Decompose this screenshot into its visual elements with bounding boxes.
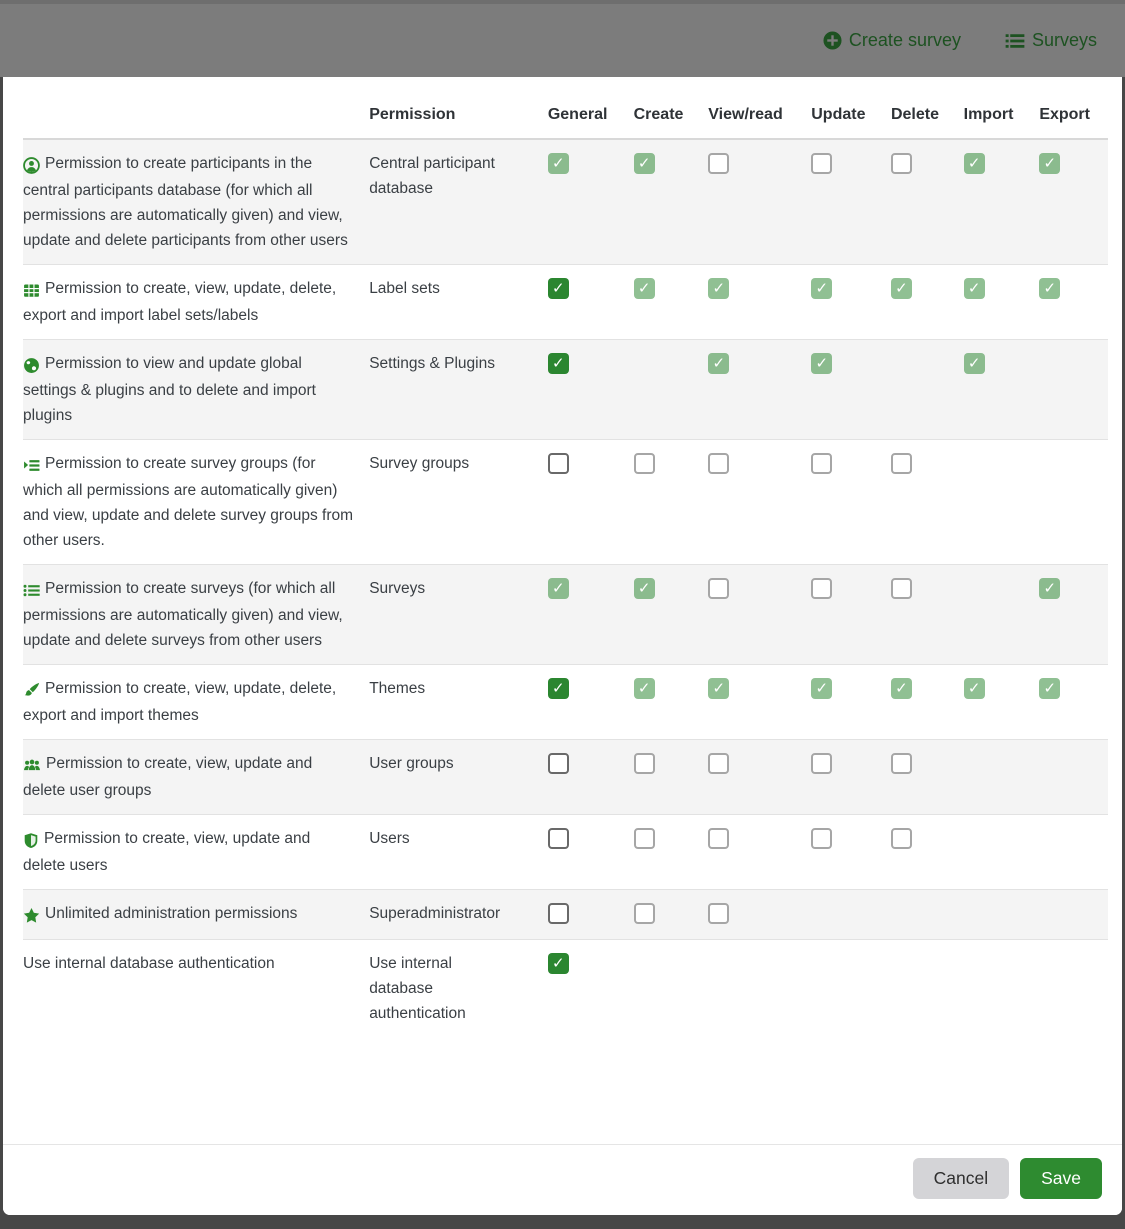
- checkbox-view-read[interactable]: [708, 153, 729, 174]
- permission-description-cell: [23, 740, 369, 815]
- checkbox-update[interactable]: [811, 828, 832, 849]
- checkbox-cell: [708, 340, 811, 440]
- checkbox-general[interactable]: [548, 578, 569, 599]
- checkbox-cell: [891, 440, 964, 565]
- checkbox-cell: [891, 665, 964, 740]
- checkbox-general[interactable]: [548, 753, 569, 774]
- checkbox-cell: [811, 890, 891, 940]
- permission-name: Superadministrator: [369, 905, 501, 922]
- permissions-table: [23, 90, 1108, 1037]
- checkbox-cell: [891, 940, 964, 1038]
- checkbox-cell: [634, 815, 709, 890]
- checkbox-cell: [811, 815, 891, 890]
- permission-name: Label sets: [369, 280, 440, 297]
- checkbox-update[interactable]: [811, 578, 832, 599]
- checkbox-cell: [548, 940, 634, 1038]
- checkbox-cell: [811, 265, 891, 340]
- survey-group-list-icon: [23, 453, 40, 478]
- permission-description: Permission to create, view, update, delete, export and import themes: [23, 680, 337, 724]
- checkbox-cell: [634, 340, 709, 440]
- checkbox-cell: [1039, 890, 1108, 940]
- checkbox-cell: [634, 890, 709, 940]
- checkbox-view-read[interactable]: [708, 353, 729, 374]
- checkbox-cell: [811, 740, 891, 815]
- checkbox-import[interactable]: [964, 678, 985, 699]
- checkbox-view-read[interactable]: [708, 678, 729, 699]
- checkbox-export[interactable]: [1039, 678, 1060, 699]
- list-icon: [1005, 31, 1025, 51]
- checkbox-cell: [891, 340, 964, 440]
- checkbox-cell: [811, 665, 891, 740]
- user-group-icon: [23, 753, 41, 778]
- checkbox-cell: [634, 565, 709, 665]
- checkbox-export[interactable]: [1039, 578, 1060, 599]
- modal-body: [3, 77, 1122, 1037]
- column-header-import: Import: [964, 90, 1040, 139]
- checkbox-cell: [891, 815, 964, 890]
- checkbox-cell: [548, 665, 634, 740]
- permission-name: Users: [369, 830, 410, 847]
- checkbox-update[interactable]: [811, 153, 832, 174]
- checkbox-general[interactable]: [548, 453, 569, 474]
- checkbox-cell: [964, 565, 1040, 665]
- checkbox-export[interactable]: [1039, 153, 1060, 174]
- checkbox-cell: [1039, 139, 1108, 265]
- table-row: [23, 340, 1108, 440]
- checkbox-import[interactable]: [964, 278, 985, 299]
- checkbox-cell: [634, 265, 709, 340]
- user-circle-icon: [23, 153, 40, 178]
- checkbox-create[interactable]: [634, 578, 655, 599]
- checkbox-cell: [634, 740, 709, 815]
- permission-name: Surveys: [369, 580, 426, 597]
- checkbox-cell: [708, 565, 811, 665]
- checkbox-cell: [964, 665, 1040, 740]
- table-row: [23, 139, 1108, 265]
- permissions-table-body: [23, 139, 1108, 1037]
- checkbox-cell: [548, 815, 634, 890]
- checkbox-view-read[interactable]: [708, 578, 729, 599]
- checkbox-cell: [708, 440, 811, 565]
- description-column-header: [23, 90, 369, 139]
- checkbox-cell: [891, 890, 964, 940]
- checkbox-create[interactable]: [634, 153, 655, 174]
- checkbox-cell: [548, 139, 634, 265]
- checkbox-cell: [708, 265, 811, 340]
- checkbox-cell: [891, 565, 964, 665]
- table-row: [23, 440, 1108, 565]
- checkbox-cell: [811, 440, 891, 565]
- permission-description: Permission to create surveys (for which all permissions are automatically given) and view, update and delete surveys from other users: [23, 580, 343, 649]
- save-button[interactable]: Save: [1020, 1158, 1102, 1199]
- permission-description-cell: [23, 890, 369, 940]
- permission-description: Use internal database authentication: [23, 955, 275, 972]
- checkbox-create[interactable]: [634, 753, 655, 774]
- checkbox-create[interactable]: [634, 278, 655, 299]
- table-row: [23, 940, 1108, 1038]
- permission-description: Permission to create, view, update and delete user groups: [23, 755, 313, 799]
- checkbox-cell: [811, 940, 891, 1038]
- checkbox-delete[interactable]: [891, 278, 912, 299]
- checkbox-cell: [634, 940, 709, 1038]
- checkbox-cell: [634, 665, 709, 740]
- checkbox-cell: [548, 440, 634, 565]
- permission-description-cell: [23, 815, 369, 890]
- globe-icon: [23, 353, 40, 378]
- page-topbar: [0, 0, 1125, 77]
- checkbox-cell: [891, 740, 964, 815]
- permission-description: Permission to create, view, update, delete, export and import label sets/labels: [23, 280, 337, 324]
- checkbox-cell: [708, 890, 811, 940]
- checkbox-general[interactable]: [548, 278, 569, 299]
- checkbox-cell: [548, 565, 634, 665]
- checkbox-cell: [548, 340, 634, 440]
- checkbox-cell: [708, 740, 811, 815]
- surveys-label: Surveys: [1031, 30, 1097, 50]
- checkbox-import[interactable]: [964, 153, 985, 174]
- column-header-export: Export: [1039, 90, 1108, 139]
- permission-description-cell: [23, 440, 369, 565]
- permission-name: Settings & Plugins: [369, 355, 495, 372]
- checkbox-cell: [548, 265, 634, 340]
- checkbox-cell: [708, 139, 811, 265]
- checkbox-view-read[interactable]: [708, 278, 729, 299]
- permission-description-cell: [23, 665, 369, 740]
- checkbox-cell: [1039, 815, 1108, 890]
- checkbox-cell: [891, 139, 964, 265]
- permission-description: Unlimited administration permissions: [45, 905, 298, 922]
- checkbox-update[interactable]: [811, 678, 832, 699]
- permissions-modal: [3, 77, 1122, 1215]
- checkbox-cell: [964, 440, 1040, 565]
- permission-name: User groups: [369, 755, 454, 772]
- permission-name: Central participant database: [369, 155, 495, 197]
- permission-description-cell: [23, 940, 369, 1038]
- create-survey-link[interactable]: [823, 30, 961, 51]
- checkbox-delete[interactable]: [891, 678, 912, 699]
- checkbox-cell: [964, 815, 1040, 890]
- checkbox-general[interactable]: [548, 903, 569, 924]
- modal-footer: [3, 1144, 1122, 1215]
- checkbox-cell: [964, 890, 1040, 940]
- permission-name: Survey groups: [369, 455, 470, 472]
- checkbox-cell: [811, 340, 891, 440]
- column-header-delete: Delete: [891, 90, 964, 139]
- table-row: [23, 890, 1108, 940]
- permission-description: Permission to create participants in the central participants database (for which all permissions are automatically given) and view, update and delete participants from other users: [23, 155, 348, 249]
- permission-description-cell: [23, 265, 369, 340]
- checkbox-delete[interactable]: [891, 828, 912, 849]
- column-header-view-read: View/read: [708, 90, 811, 139]
- checkbox-view-read[interactable]: [708, 903, 729, 924]
- table-row: [23, 265, 1108, 340]
- checkbox-view-read[interactable]: [708, 453, 729, 474]
- paintbrush-icon: [23, 678, 40, 703]
- permission-name: Themes: [369, 680, 426, 697]
- checkbox-delete[interactable]: [891, 453, 912, 474]
- label-grid-icon: [23, 278, 40, 303]
- permission-description: Permission to create survey groups (for which all permissions are automatically given) and view, update and delete survey groups from other users.: [23, 455, 354, 549]
- checkbox-general[interactable]: [548, 953, 569, 974]
- checkbox-cell: [1039, 740, 1108, 815]
- checkbox-cell: [964, 940, 1040, 1038]
- column-header-update: Update: [811, 90, 891, 139]
- cancel-button[interactable]: Cancel: [913, 1158, 1009, 1199]
- column-header-create: Create: [634, 90, 709, 139]
- permission-description: Permission to view and update global settings & plugins and to delete and import plugins: [23, 355, 316, 424]
- checkbox-general[interactable]: [548, 153, 569, 174]
- checkbox-cell: [964, 139, 1040, 265]
- create-survey-label: Create survey: [848, 30, 961, 50]
- list-icon: [23, 578, 40, 603]
- checkbox-update[interactable]: [811, 278, 832, 299]
- checkbox-cell: [548, 890, 634, 940]
- checkbox-update[interactable]: [811, 353, 832, 374]
- checkbox-create[interactable]: [634, 903, 655, 924]
- checkbox-cell: [811, 139, 891, 265]
- permission-name: Use internal database authentication: [369, 955, 466, 1022]
- checkbox-cell: [1039, 440, 1108, 565]
- checkbox-cell: [1039, 265, 1108, 340]
- table-header-row: [23, 90, 1108, 139]
- checkbox-view-read[interactable]: [708, 828, 729, 849]
- checkbox-cell: [634, 139, 709, 265]
- checkbox-update[interactable]: [811, 753, 832, 774]
- checkbox-general[interactable]: [548, 828, 569, 849]
- permission-description: Permission to create, view, update and delete users: [23, 830, 311, 874]
- checkbox-create[interactable]: [634, 678, 655, 699]
- checkbox-cell: [891, 265, 964, 340]
- checkbox-cell: [1039, 565, 1108, 665]
- permission-description-cell: [23, 340, 369, 440]
- checkbox-cell: [708, 815, 811, 890]
- checkbox-delete[interactable]: [891, 753, 912, 774]
- checkbox-cell: [708, 665, 811, 740]
- checkbox-export[interactable]: [1039, 278, 1060, 299]
- checkbox-create[interactable]: [634, 453, 655, 474]
- plus-circle-icon: [823, 31, 842, 50]
- table-row: [23, 740, 1108, 815]
- star-icon: [23, 903, 40, 928]
- checkbox-cell: [634, 440, 709, 565]
- checkbox-cell: [811, 565, 891, 665]
- checkbox-cell: [1039, 665, 1108, 740]
- checkbox-cell: [964, 265, 1040, 340]
- surveys-link[interactable]: [1005, 30, 1097, 51]
- permission-description-cell: [23, 139, 369, 265]
- checkbox-cell: [1039, 940, 1108, 1038]
- checkbox-general[interactable]: [548, 678, 569, 699]
- shield-icon: [23, 828, 39, 853]
- checkbox-view-read[interactable]: [708, 753, 729, 774]
- checkbox-import[interactable]: [964, 353, 985, 374]
- table-row: [23, 665, 1108, 740]
- checkbox-delete[interactable]: [891, 153, 912, 174]
- table-row: [23, 815, 1108, 890]
- checkbox-update[interactable]: [811, 453, 832, 474]
- table-row: [23, 565, 1108, 665]
- checkbox-cell: [964, 340, 1040, 440]
- checkbox-cell: [548, 740, 634, 815]
- permission-description-cell: [23, 565, 369, 665]
- checkbox-delete[interactable]: [891, 578, 912, 599]
- checkbox-general[interactable]: [548, 353, 569, 374]
- checkbox-cell: [708, 940, 811, 1038]
- checkbox-cell: [964, 740, 1040, 815]
- checkbox-create[interactable]: [634, 828, 655, 849]
- checkbox-cell: [1039, 340, 1108, 440]
- column-header-general: General: [548, 90, 634, 139]
- permission-column-header: Permission: [369, 90, 548, 139]
